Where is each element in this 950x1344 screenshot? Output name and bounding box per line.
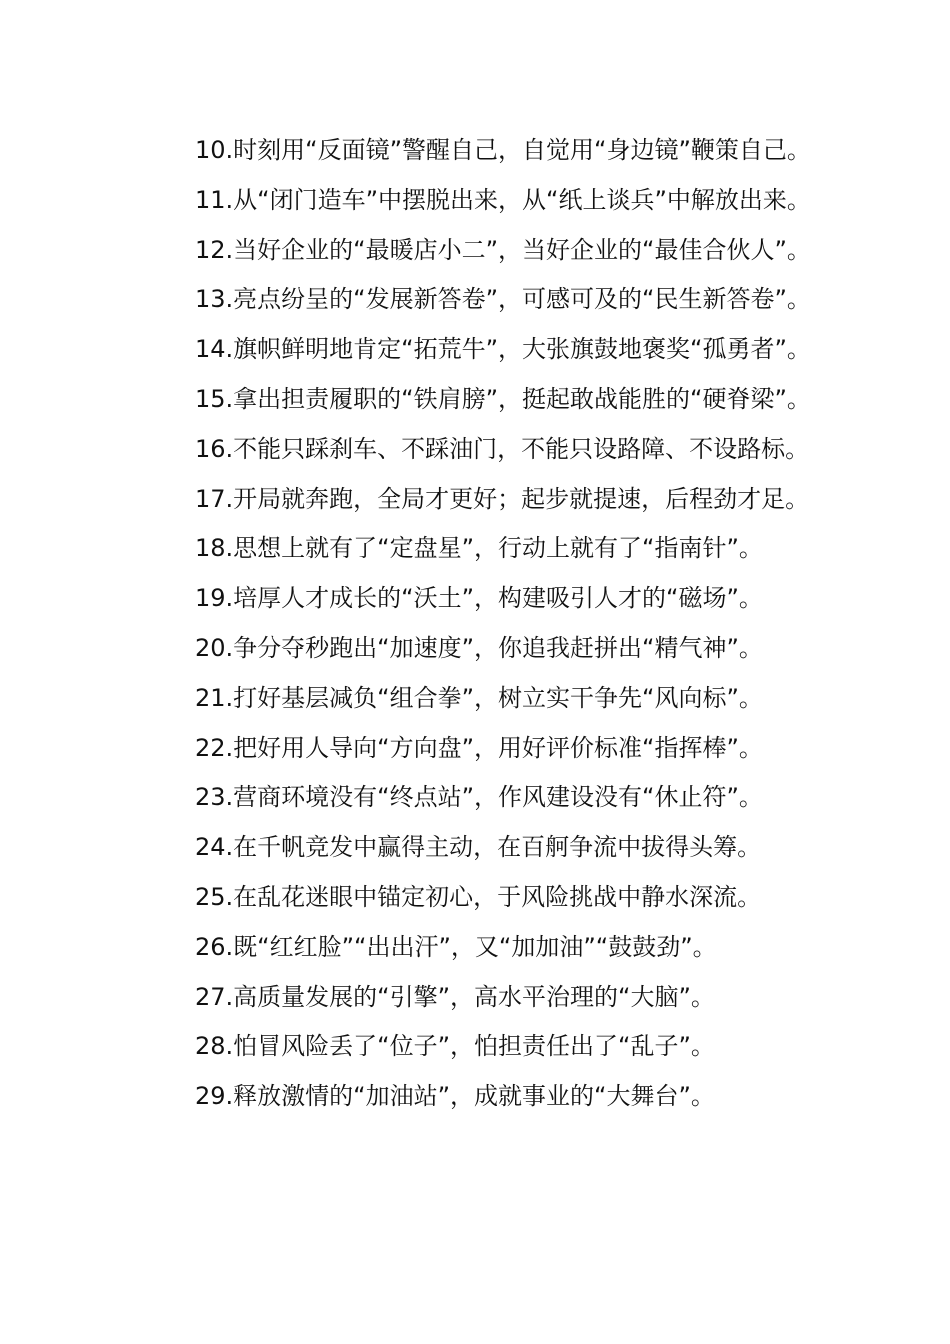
paragraph-28: 28.怕冒风险丢了“位子”，怕担责任出了“乱子”。 — [195, 1032, 715, 1061]
paragraph-13: 13.亮点纷呈的“发展新答卷”，可感可及的“民生新答卷”。 — [195, 285, 811, 314]
paragraph-18: 18.思想上就有了“定盘星”，行动上就有了“指南针”。 — [195, 534, 763, 563]
paragraph-24: 24.在千帆竞发中赢得主动，在百舸争流中拔得头筹。 — [195, 833, 762, 862]
document-body — [143, 126, 815, 1122]
paragraph-21: 21.打好基层减负“组合拳”，树立实干争先“风向标”。 — [195, 683, 763, 712]
paragraph-16: 16.不能只踩刹车、不踩油门，不能只设路障、不设路标。 — [195, 434, 810, 463]
paragraph-29: 29.释放激情的“加油站”，成就事业的“大舞台”。 — [195, 1082, 715, 1111]
paragraph-14: 14.旗帜鲜明地肯定“拓荒牛”，大张旗鼓地褒奖“孤勇者”。 — [195, 335, 811, 364]
paragraph-22: 22.把好用人导向“方向盘”，用好评价标准“指挥棒”。 — [195, 733, 763, 762]
paragraph-15: 15.拿出担责履职的“铁肩膀”，挺起敢战能胜的“硬脊梁”。 — [195, 384, 811, 413]
paragraph-11: 11.从“闭门造车”中摆脱出来，从“纸上谈兵”中解放出来。 — [195, 185, 811, 214]
paragraph-10: 10.时刻用“反面镜”警醒自己，自觉用“身边镜”鞭策自己。 — [195, 136, 811, 164]
paragraph-12: 12.当好企业的“最暖店小二”，当好企业的“最佳合伙人”。 — [195, 235, 811, 264]
paragraph-19: 19.培厚人才成长的“沃土”，构建吸引人才的“磁场”。 — [195, 584, 763, 613]
paragraph-27: 27.高质量发展的“引擎”，高水平治理的“大脑”。 — [195, 982, 715, 1011]
paragraph-23: 23.营商环境没有“终点站”，作风建设没有“休止符”。 — [195, 783, 763, 812]
paragraph-17: 17.开局就奔跑，全局才更好；起步就提速，后程劲才足。 — [195, 484, 810, 513]
paragraph-25: 25.在乱花迷眼中锚定初心，于风险挑战中静水深流。 — [195, 882, 762, 911]
paragraph-20: 20.争分夺秒跑出“加速度”，你追我赶拼出“精气神”。 — [195, 633, 763, 662]
paragraph-26: 26.既“红红脸”“出出汗”，又“加加油”“鼓鼓劲”。 — [195, 932, 717, 961]
